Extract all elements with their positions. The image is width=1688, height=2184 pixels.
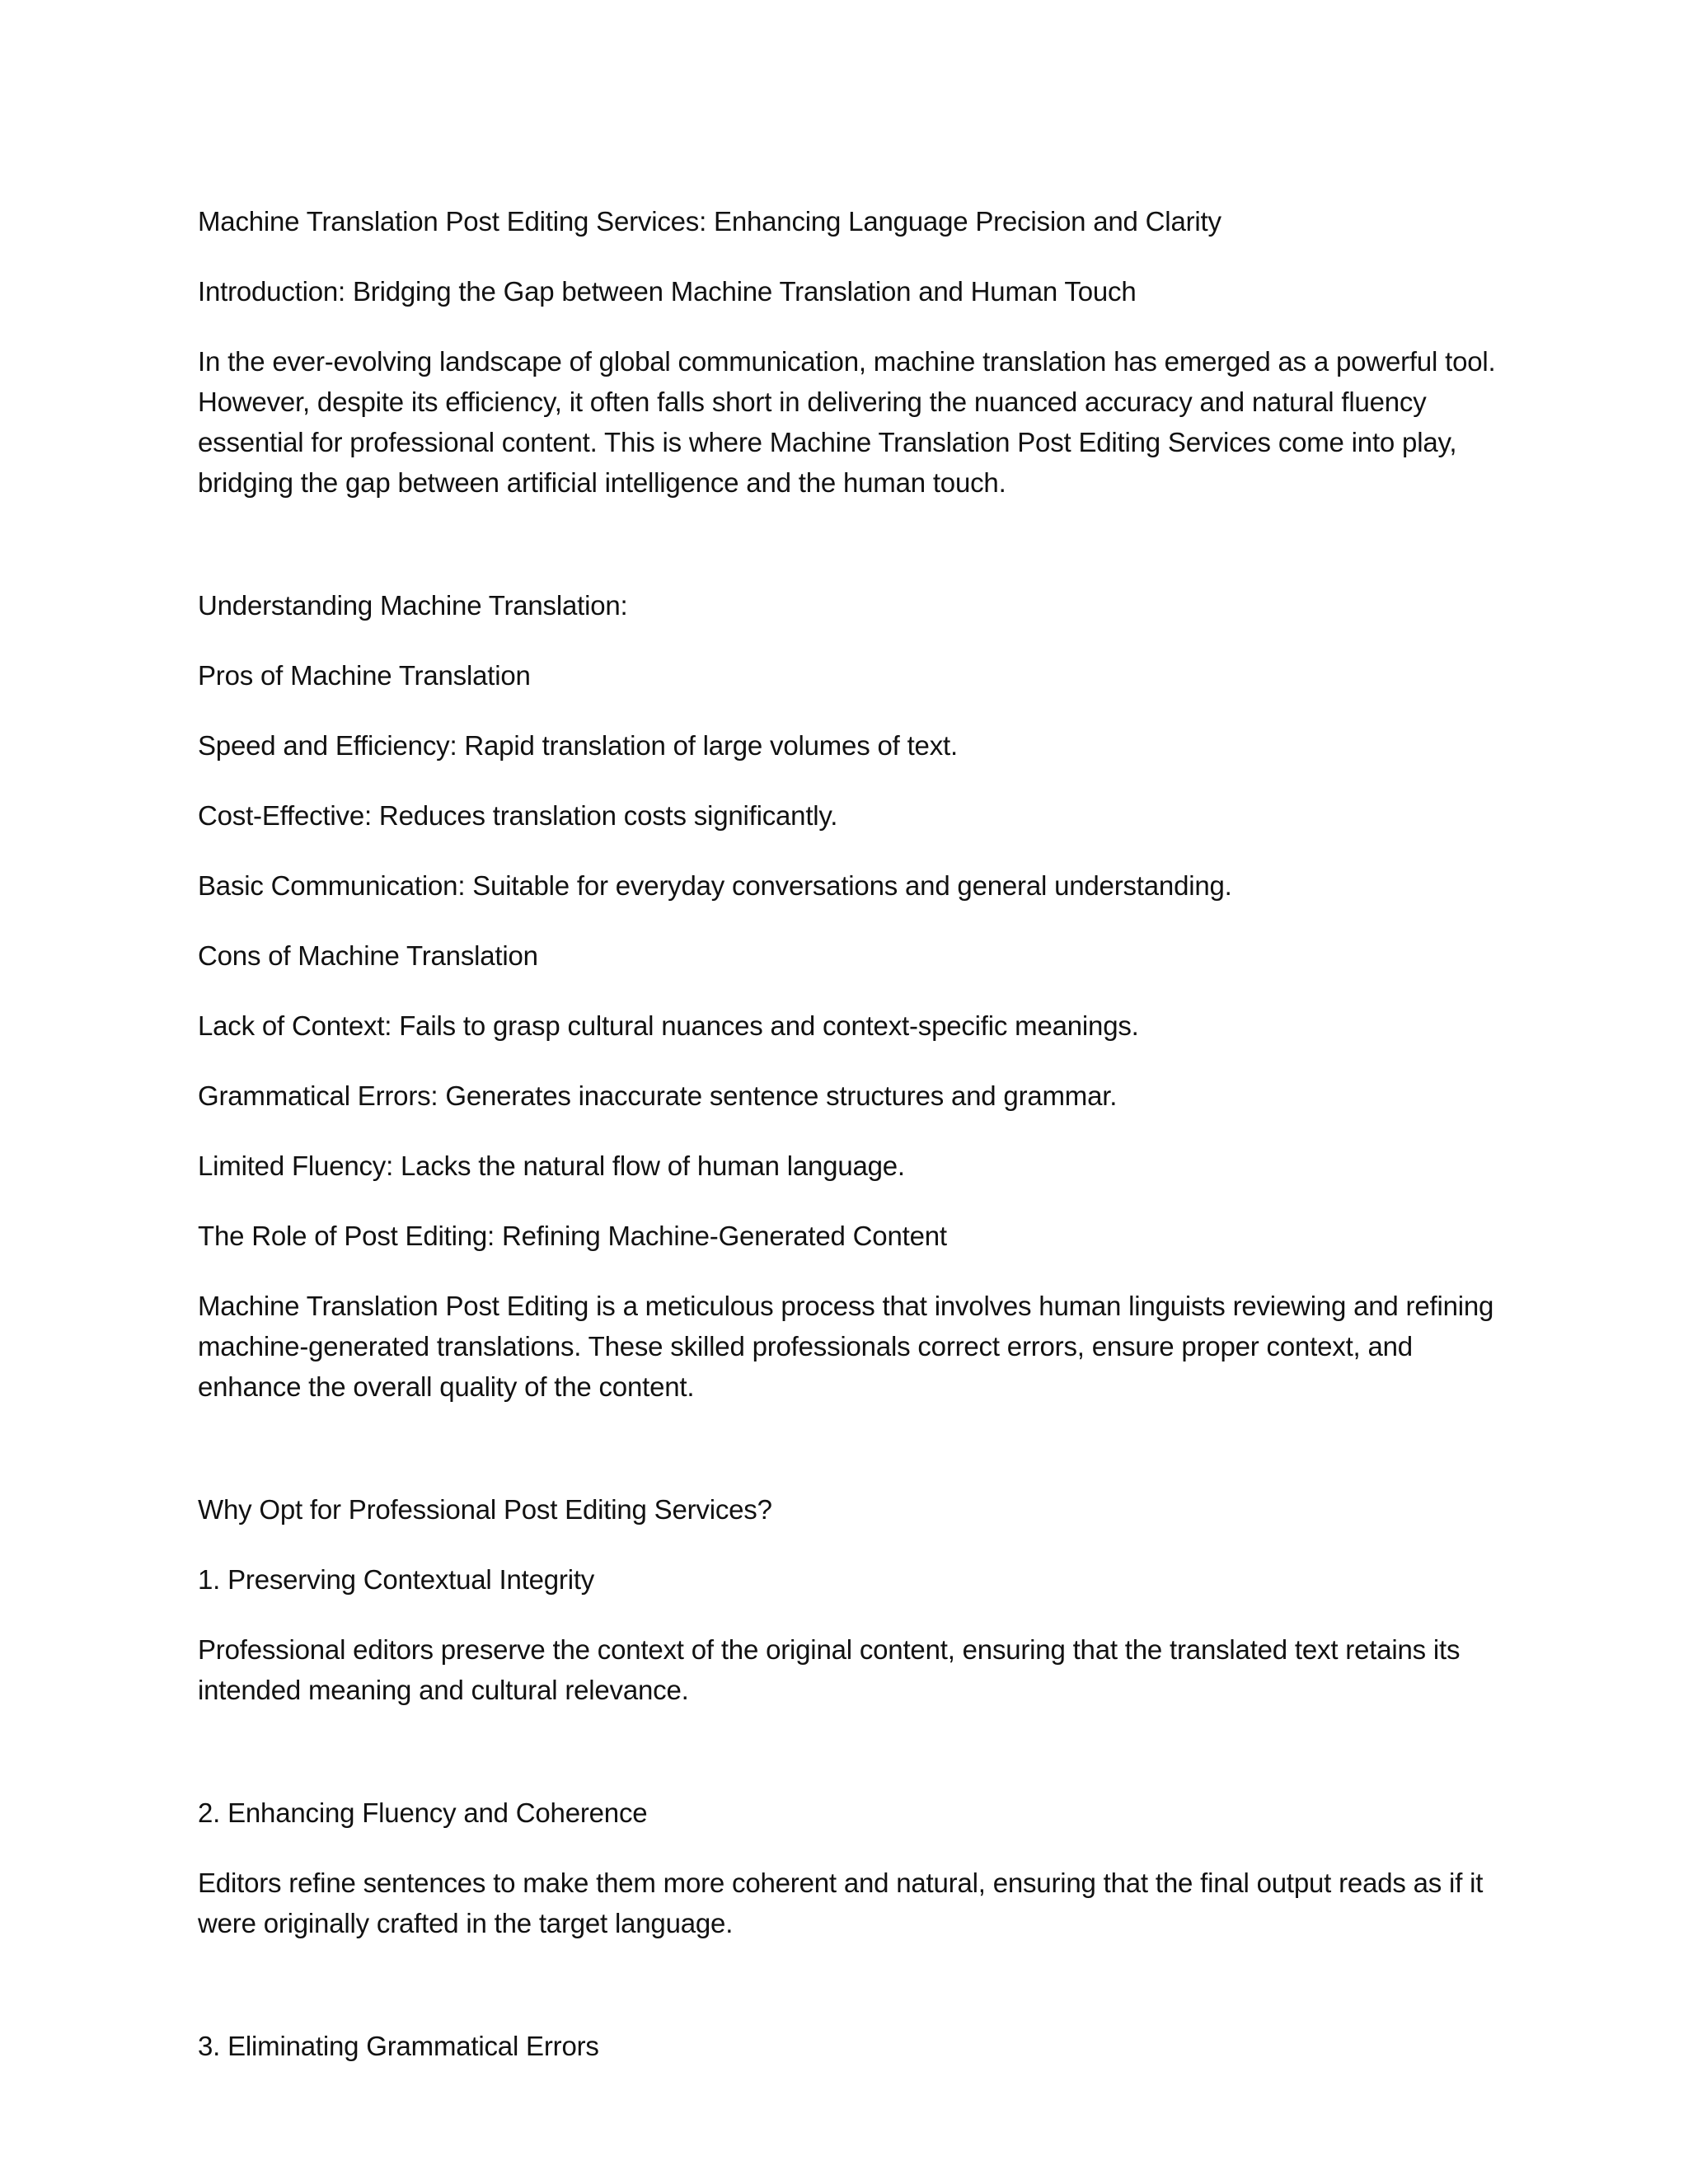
pros-heading: Pros of Machine Translation (198, 660, 531, 691)
cons-heading: Cons of Machine Translation (198, 940, 538, 971)
document-title: Machine Translation Post Editing Services: Enhancing Language Precision and Clarity (198, 206, 1221, 237)
role-heading: The Role of Post Editing: Refining Machine-Generated Content (198, 1221, 947, 1251)
paragraph-spacer (198, 1973, 1500, 2026)
section-2-paragraph: Editors refine sentences to make them more coherent and natural, ensuring that the final output reads as if it were originally crafted in the target language. (198, 1868, 1484, 1938)
section-1-paragraph: Professional editors preserve the context of the original content, ensuring that the translated text retains its intended meaning and cultural relevance. (198, 1634, 1461, 1705)
cons-item: Limited Fluency: Lacks the natural flow of human language. (198, 1151, 905, 1181)
pros-item: Cost-Effective: Reduces translation costs significantly. (198, 800, 838, 831)
document-body (198, 201, 1500, 2096)
section-3-heading: 3. Eliminating Grammatical Errors (198, 2031, 599, 2061)
pros-item: Speed and Efficiency: Rapid translation of large volumes of text. (198, 730, 958, 761)
pros-item: Basic Communication: Suitable for everyday conversations and general understanding. (198, 870, 1232, 901)
section-2-heading: 2. Enhancing Fluency and Coherence (198, 1797, 648, 1828)
cons-item: Lack of Context: Fails to grasp cultural nuances and context-specific meanings. (198, 1010, 1139, 1041)
intro-heading: Introduction: Bridging the Gap between Machine Translation and Human Touch (198, 276, 1137, 307)
understanding-heading: Understanding Machine Translation: (198, 590, 628, 621)
cons-item: Grammatical Errors: Generates inaccurate sentence structures and grammar. (198, 1080, 1118, 1111)
role-paragraph: Machine Translation Post Editing is a meticulous process that involves human linguists reviewing and refining machine-generated translations. These skilled professionals correct errors, ensure proper context, and enhance the overall quality of the content. (198, 1291, 1494, 1402)
paragraph-spacer (198, 1436, 1500, 1489)
paragraph-spacer (198, 532, 1500, 585)
why-heading: Why Opt for Professional Post Editing Services? (198, 1494, 772, 1525)
paragraph-spacer (198, 1740, 1500, 1793)
intro-paragraph: In the ever-evolving landscape of global communication, machine translation has emerged as a powerful tool. However, despite its efficiency, it often falls short in delivering the nuanced accuracy and natural fluency essential for professional content. This is where Machine Translation Post Editing Services come into play, bridging the gap between artificial intelligence and the human touch. (198, 346, 1496, 498)
section-1-heading: 1. Preserving Contextual Integrity (198, 1564, 595, 1595)
